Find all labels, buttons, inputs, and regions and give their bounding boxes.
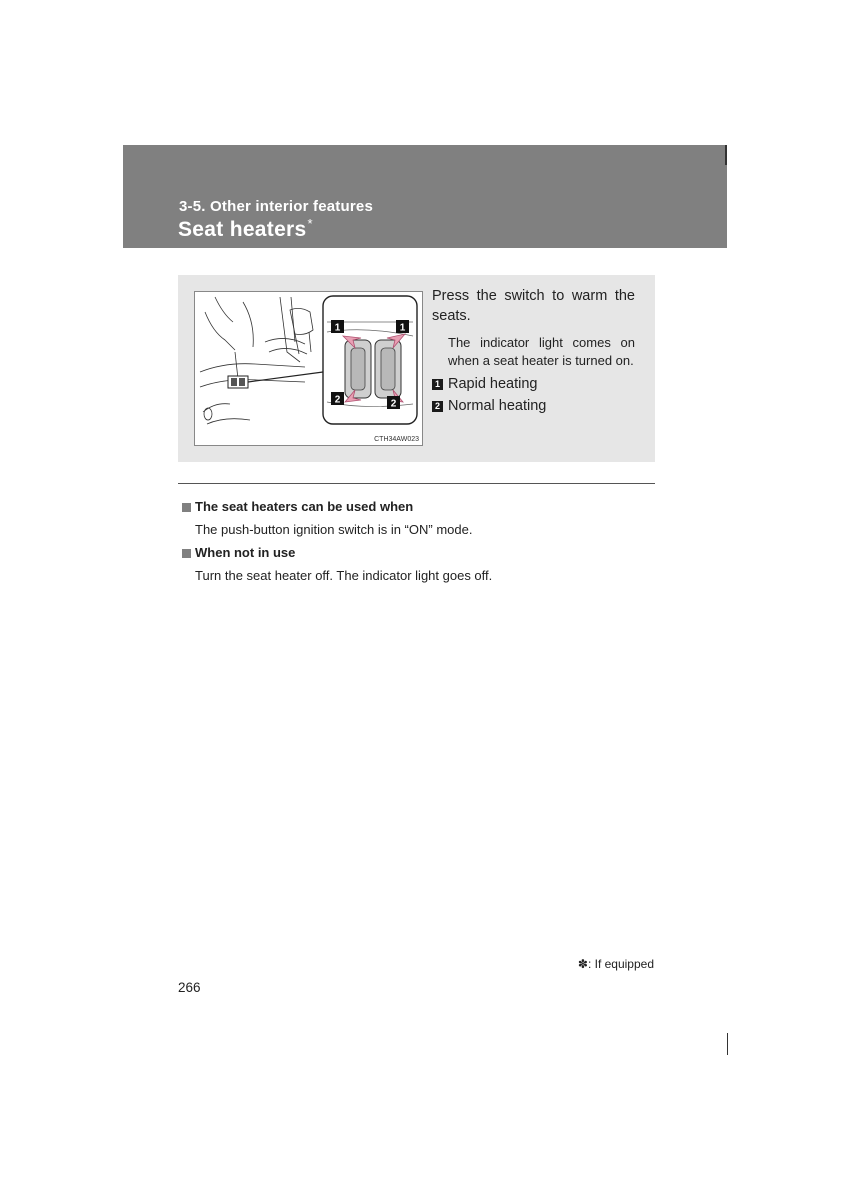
legend-number-badge: 1: [432, 379, 443, 390]
seat-heater-switch-illustration: [194, 291, 423, 446]
console-drawing: [195, 292, 422, 445]
header-edge-tick: [725, 145, 727, 165]
legend-item-normal: [432, 398, 635, 414]
condition-heading: [182, 498, 652, 516]
condition-heading: [182, 544, 652, 562]
condition-item: [182, 544, 652, 585]
page-edge-tick: [727, 1033, 728, 1055]
callout-2-left: 2: [334, 394, 341, 406]
page-title: [178, 218, 313, 242]
panel-text: [432, 286, 635, 414]
page-number: 266: [178, 980, 201, 995]
callout-2-right: 2: [390, 398, 397, 410]
section-divider: [178, 483, 655, 484]
condition-heading-text: When not in use: [195, 545, 296, 560]
conditions-list: [182, 498, 652, 585]
callout-1-right: 1: [399, 322, 406, 334]
info-panel: [178, 275, 655, 462]
condition-item: [182, 498, 652, 539]
legend-item-rapid: [432, 376, 635, 392]
if-equipped-mark: *: [307, 216, 313, 231]
if-equipped-footnote: ✽: If equipped: [577, 957, 654, 971]
legend-label: Rapid heating: [448, 376, 538, 392]
square-bullet-icon: [182, 549, 191, 558]
chapter-header-band: [123, 145, 727, 248]
legend-number-badge: 2: [432, 401, 443, 412]
condition-body: The push-button ignition switch is in “ON” mode.: [195, 522, 473, 537]
square-bullet-icon: [182, 503, 191, 512]
image-code: CTH34AW023: [374, 436, 419, 443]
indicator-note: The indicator light comes on when a seat heater is turned on.: [448, 335, 635, 368]
intro-text: Press the switch to warm the seats.: [432, 288, 635, 324]
section-label: 3-5. Other interior features: [179, 198, 373, 215]
condition-heading-text: The seat heaters can be used when: [195, 499, 414, 514]
page-title-text: Seat heaters: [178, 218, 307, 241]
legend-label: Normal heating: [448, 398, 547, 414]
callout-1-left: 1: [334, 322, 341, 334]
condition-body: Turn the seat heater off. The indicator light goes off.: [195, 568, 493, 583]
